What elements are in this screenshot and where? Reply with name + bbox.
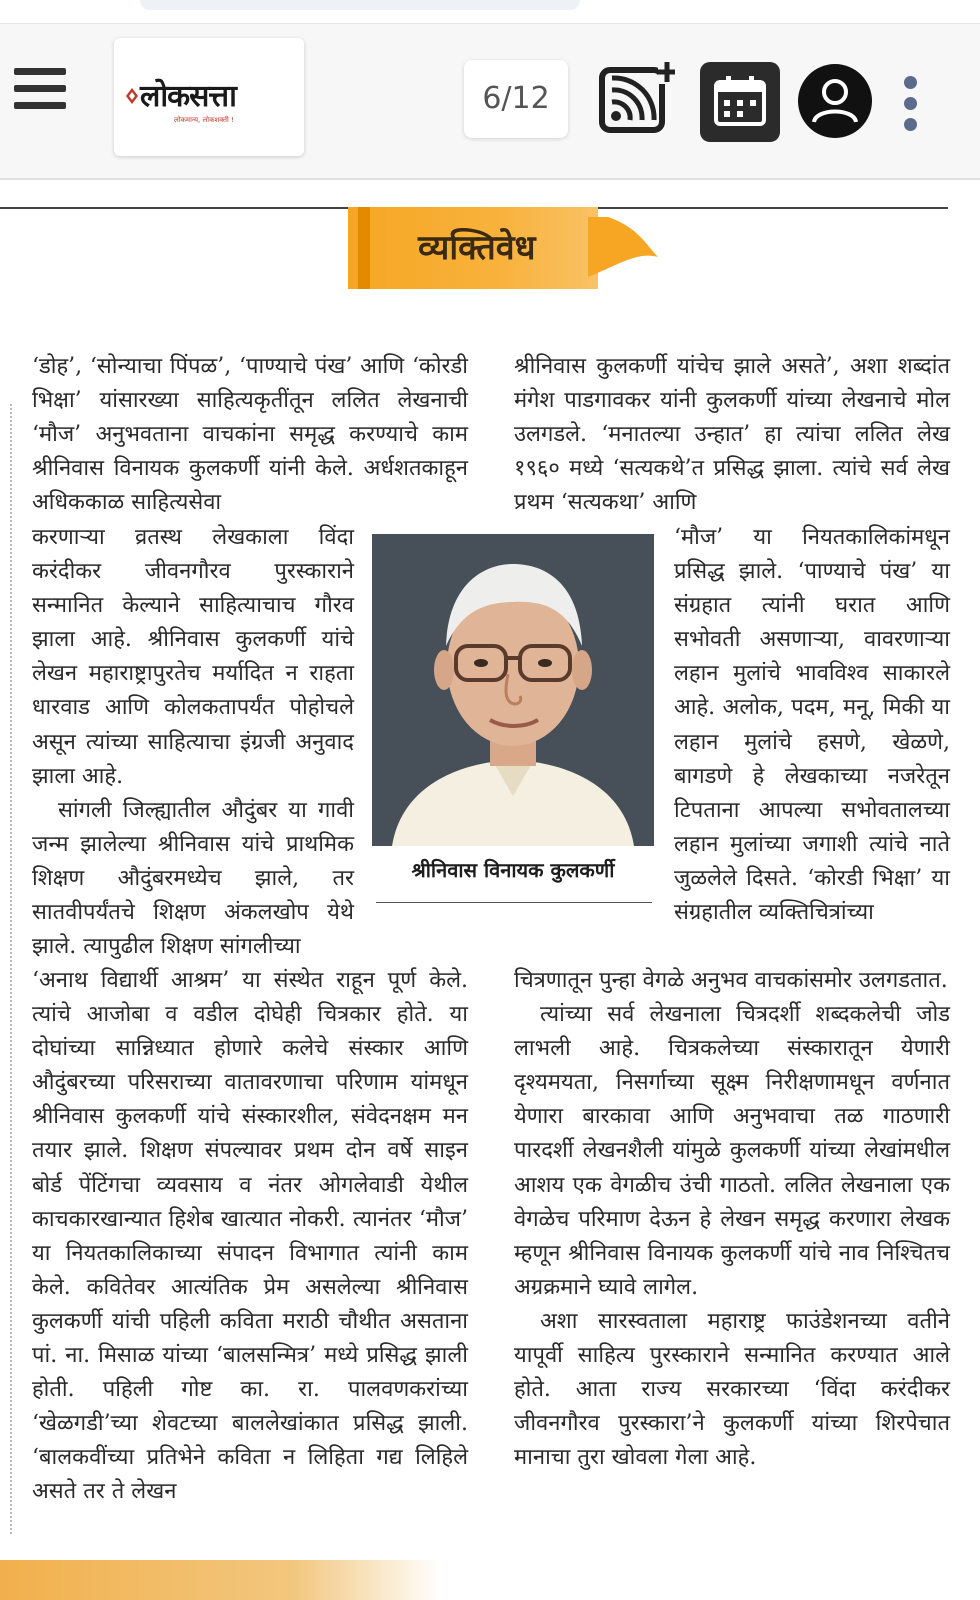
article-column-left-bottom [32, 964, 468, 1510]
browser-top-sliver [0, 0, 980, 24]
logo-mark-icon [126, 88, 138, 104]
menu-icon[interactable] [14, 68, 66, 112]
calendar-glyph-icon [700, 62, 780, 142]
column-dotted-rule [10, 404, 12, 1534]
article-column-left-narrow [32, 521, 354, 964]
article-column-left-top [32, 350, 468, 520]
paragraph: चित्रणातून पुन्हा वेगळे अनुभव वाचकांसमोर उलगडतात. [514, 968, 948, 993]
logo-button[interactable] [114, 38, 304, 156]
paragraph: करणाऱ्या व्रतस्थ लेखकाला विंदा करंदीकर जीवनगौरव पुरस्काराने सन्मानित केल्याने साहित्याचाच गौरव झाला आहे. श्रीनिवास कुलकर्णी यांचे लेखन महाराष्ट्रापुरतेच मर्यादित न राहता धारवाड आणि कोलकतापर्यंत पोहोचले असून त्यांच्या साहित्याचा इंग्रजी अनुवाद झाला आहे. [32, 525, 354, 789]
paragraph: सांगली जिल्ह्यातील औदुंबर या गावी जन्म झालेल्या श्रीनिवास यांचे प्राथमिक शिक्षण औदुंबरमध्येच झाले, तर सातवीपर्यंतचे शिक्षण अंकलखोप येथे झाले. त्यापुढील शिक्षण सांगलीच्या [32, 797, 354, 960]
logo-tagline: लोकमान्य, लोकशक्ती ! [174, 116, 234, 124]
rss-add-icon[interactable] [598, 60, 676, 138]
app-bar [0, 24, 980, 180]
banner-swoosh [588, 217, 658, 277]
calendar-icon[interactable] [700, 62, 780, 142]
paragraph: ‘मौज’ या नियतकालिकांमधून प्रसिद्ध झाले. ‘पाण्याचे पंख’ या संग्रहात त्यांनी घरात आणि सभोवती असणाऱ्या, वावरणाऱ्या लहान मुलांचे भावविश्व साकारले आहे. अलोक, पदम, मनू, मिकी या लहान मुलांचे हसणे, खेळणे, बागडणे हे लेखकाच्या नजरेतून टिपताना आपल्या सभोवतालच्या लहान मुलांच्या जगाशी त्यांचे नाते जुळलेले दिसते. ‘कोरडी भिक्षा’ या संग्रहातील व्यक्तिचित्रांच्या [674, 525, 950, 926]
article-column-right-top [514, 350, 950, 520]
paragraph: ‘अनाथ विद्यार्थी आश्रम’ या संस्थेत राहून पूर्ण केले. त्यांचे आजोबा व वडील दोघेही चित्रकार होते. या दोघांच्या सान्निध्यात होणारे कलेचे संस्कार आणि औदुंबरच्या परिसराच्या वातावरणाचा परिणाम यांमधून श्रीनिवास कुलकर्णी यांचे संस्कारशील, संवेदनक्षम मन तयार झाले. शिक्षण संपल्यावर प्रथम दोन वर्षे साइन बोर्ड पेंटिंगचा व्यवसाय व नंतर ओगलेवाडी येथील काचकारखान्यात हिशेब खात्यात नोकरी. त्यानंतर ‘मौज’ या नियतकालिकाच्या संपादन विभागात त्यांनी काम केले. कवितेवर आत्यंतिक प्रेम असलेल्या श्रीनिवास कुलकर्णी यांची पहिली कविता मराठी चौथीत असताना पां. ना. मिसाळ यांच्या ‘बालसन्मित्र’ मध्ये प्रसिद्ध झाली होती. पहिली गोष्ट का. रा. पालवणकरांच्या ‘खेळगडी’च्या शेवटच्या बाललेखांकात प्रसिद्ध झाली. ‘बालकवींच्या प्रतिभेने कविता न लिहिता गद्य लिहिले असते तर ते लेखन [32, 968, 468, 1505]
more-vert-icon[interactable] [898, 76, 922, 136]
author-portrait [372, 534, 654, 846]
article-column-right-narrow [674, 521, 950, 930]
paragraph: अशा सारस्वताला महाराष्ट्र फाउंडेशनच्या वतीने यापूर्वी साहित्य पुरस्काराने सन्मानित करण्यात आले होते. आता राज्य सरकारच्या ‘विंदा करंदीकर जीवनगौरव पुरस्कारा’ने कुलकर्णी यांच्या शिरपेचात मानाचा तुरा खोवला गेला आहे. [514, 1308, 950, 1471]
article-column-right-bottom [514, 964, 950, 1475]
logo-text: लोकसत्ता [140, 79, 236, 114]
paragraph: त्यांच्या सर्व लेखनाला चित्रदर्शी शब्दकलेची जोड लाभली आहे. चित्रकलेच्या संस्कारातून येणारी दृश्यमयता, निसर्गाच्या सूक्ष्म निरीक्षणामधून वर्णनात येणारा बारकावा आणि अनुभवाचा तळ गाठणारी पारदर्शी लेखनशैली यांमुळे कुलकर्णी यांच्या लेखांमधील आशय एक वेगळीच उंची गाठतो. ललित लेखनाला एक वेगळेच परिमाण देऊन हे लेखन समृद्ध करणारा लेखक म्हणून श्रीनिवास विनायक कुलकर्णी यांचे नाव निश्चितच अग्रक्रमाने घ्यावे लागेल. [514, 1002, 950, 1300]
user-glyph-icon [798, 64, 872, 138]
banner-bar [358, 207, 370, 289]
url-bar-fragment [140, 0, 580, 10]
paragraph: श्रीनिवास कुलकर्णी यांचेच झाले असते’, अशा शब्दांत मंगेश पाडगावकर यांनी कुलकर्णी यांच्या लेखनाचे मोल उलगडले. ‘मनातल्या उन्हात’ हा त्यांचा ललित लेख १९६० मध्ये ‘सत्यकथे’त प्रसिद्ध झाला. त्यांचे सर्व लेख प्रथम ‘सत्यकथा’ आणि [514, 354, 950, 516]
photo-caption: श्रीनिवास विनायक कुलकर्णी [411, 858, 615, 882]
paragraph: ‘डोह’, ‘सोन्याचा पिंपळ’, ‘पाण्याचे पंख’ आणि ‘कोरडी भिक्षा’ यांसारख्या साहित्यकृतींतून ललित लेखनाची ‘मौज’ अनुभवताना वाचकांना समृद्ध करण्याचे काम श्रीनिवास विनायक कुलकर्णी यांनी केले. अर्धशतकाहून अधिककाळ साहित्यसेवा [32, 354, 468, 516]
section-banner [348, 207, 648, 289]
user-icon[interactable] [798, 64, 872, 138]
page-indicator[interactable]: 6/12 [464, 60, 568, 138]
author-photo [372, 534, 654, 846]
bottom-strip [0, 1560, 980, 1600]
caption-rule [376, 902, 652, 903]
section-title: व्यक्तिवेध [418, 228, 536, 268]
